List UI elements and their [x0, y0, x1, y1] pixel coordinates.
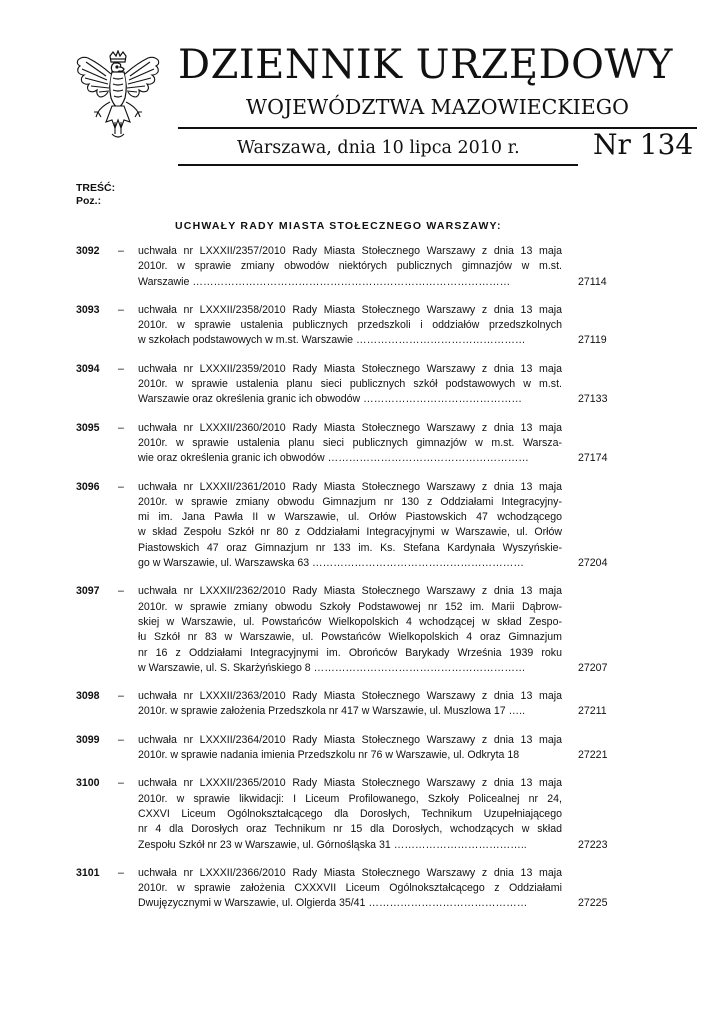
entry-line: CXXVI Liceum Ogólnokształcącego dla Dorosłych, Technikum Uzupełniającego: [138, 807, 562, 820]
entry-page-number: 27114: [578, 275, 607, 288]
entry-dash: –: [118, 421, 124, 434]
toc-entry: [76, 480, 696, 572]
entry-number: 3093: [76, 303, 100, 316]
entry-number: 3092: [76, 245, 100, 257]
entry-number: 3097: [76, 585, 100, 598]
toc-entries: [76, 244, 696, 925]
entry-line: 2010r. w sprawie założenia Przedszkola nr 417 w Warszawie, ul. Muszlowa 17 …..: [138, 705, 526, 718]
entry-line: uchwała nr LXXXII/2362/2010 Rady Miasta Stołecznego Warszawy z dnia 13 maja: [138, 585, 562, 598]
entry-page-number: 27119: [578, 334, 607, 347]
entry-line: 2010r. w sprawie zmiany obwodów niektórych publicznych gimnazjów w m.st.: [138, 260, 562, 273]
issue-number: Nr 134: [593, 128, 694, 161]
entry-line: uchwała nr LXXXII/2358/2010 Rady Miasta Stołecznego Warszawy z dnia 13 maja: [138, 303, 562, 316]
entry-description: [138, 362, 562, 408]
entry-page-number: 27133: [578, 393, 608, 406]
entry-dash: –: [118, 245, 124, 257]
toc-entry: [76, 584, 696, 676]
entry-number: 3098: [76, 690, 100, 703]
entry-line: uchwała nr LXXXII/2364/2010 Rady Miasta Stołecznego Warszawy z dnia 13 maja: [138, 733, 562, 746]
entry-page-number: 27174: [578, 452, 608, 465]
header-rule-bottom: [178, 164, 578, 166]
entry-line: 2010r. w sprawie nadania imienia Przedszkolu nr 76 w Warszawie, ul. Odkryta 18: [138, 749, 520, 762]
entry-line: 2010r. w sprawie założenia CXXXVII Liceum Ogólnokształcącego z Oddziałami: [138, 882, 562, 895]
entry-line: 2010r. w sprawie ustalenia planu sieci publicznych szkół podstawowych w m.st.: [138, 378, 562, 391]
toc-entry: [76, 421, 696, 467]
entry-page-number: 27223: [578, 838, 608, 851]
entry-line: Piastowskich 47 oraz Gimnazjum nr 133 im. Ks. Stefana Kardynała Wyszyńskie-: [138, 541, 562, 554]
entry-line: 2010r. w sprawie ustalenia planu sieci publicznych gimnazjów w m.st. Warsza-: [138, 436, 562, 449]
eagle-emblem-icon: [72, 50, 164, 150]
entry-line: mi im. Jana Pawła II w Warszawie, ul. Orłów Piastowskich 47 wchodzącego: [138, 511, 562, 524]
entry-dash: –: [118, 585, 124, 598]
entry-dash: –: [118, 480, 124, 493]
entry-description: [138, 480, 562, 572]
entry-line: uchwała nr LXXXII/2365/2010 Rady Miasta Stołecznego Warszawy z dnia 13 maja: [138, 777, 562, 790]
entry-description: [138, 244, 562, 290]
entry-number: 3099: [76, 733, 100, 746]
section-heading: UCHWAŁY RADY MIASTA STOŁECZNEGO WARSZAWY:: [175, 220, 502, 232]
toc-label: TREŚĆ:: [76, 182, 116, 194]
entry-line: nr 16 z Oddziałami Integracyjnymi im. Obrońców Barykady Września 1939 roku: [138, 646, 562, 659]
entry-line: uchwała nr LXXXII/2360/2010 Rady Miasta Stołecznego Warszawy z dnia 13 maja: [138, 421, 562, 434]
entry-page-number: 27225: [578, 897, 608, 910]
entry-line: Warszawie oraz określenia granic ich obwodów ………………………………………: [138, 393, 523, 406]
entry-line: w skład Zespołu Szkół nr 80 z Oddziałami Integracyjnymi w Warszawie, ul. Orłów: [138, 526, 562, 539]
entry-page-number: 27204: [578, 557, 608, 570]
entry-number: 3094: [76, 362, 100, 375]
entry-description: [138, 733, 562, 764]
entry-dash: –: [118, 866, 124, 879]
entry-page-number: 27221: [578, 749, 608, 762]
entry-description: [138, 584, 562, 676]
toc-entry: [76, 733, 696, 764]
toc-entry: [76, 689, 696, 720]
entry-dash: –: [118, 303, 124, 316]
entry-line: Warszawie ………………………………………………………………………………: [138, 275, 511, 288]
entry-line: go w Warszawie, ul. Warszawska 63 ……………………………………………………: [138, 557, 524, 570]
entry-dash: –: [118, 690, 124, 703]
issue-dateline: Warszawa, dnia 10 lipca 2010 r.: [237, 138, 520, 158]
entry-description: [138, 689, 562, 720]
toc-entry: [76, 303, 696, 349]
journal-title: DZIENNIK URZĘDOWY: [178, 42, 673, 88]
entry-line: wie oraz określenia granic ich obwodów …………………………………………………: [138, 452, 529, 465]
entry-line: uchwała nr LXXXII/2357/2010 Rady Miasta Stołecznego Warszawy z dnia 13 maja: [138, 245, 562, 257]
entry-line: w Warszawie, ul. S. Skarżyńskiego 8 ……………………………………………………: [138, 661, 526, 674]
entry-line: uchwała nr LXXXII/2363/2010 Rady Miasta Stołecznego Warszawy z dnia 13 maja: [138, 690, 562, 703]
entry-dash: –: [118, 733, 124, 746]
entry-line: nr 4 dla Dorosłych oraz Technikum nr 15 dla Dorosłych, wchodzących w skład: [138, 823, 562, 836]
entry-number: 3100: [76, 777, 100, 790]
toc-entry: [76, 362, 696, 408]
toc-labels: [76, 182, 115, 208]
entry-page-number: 27207: [578, 661, 608, 674]
entry-line: uchwała nr LXXXII/2361/2010 Rady Miasta Stołecznego Warszawy z dnia 13 maja: [138, 480, 562, 493]
entry-line: w szkołach podstawowych w m.st. Warszawie …………………………………………: [138, 334, 526, 347]
entry-page-number: 27211: [578, 705, 607, 718]
entry-description: [138, 776, 562, 852]
entry-line: skiej w Warszawie, ul. Powstańców Wielkopolskich 4 wchodzącej w skład Zespo-: [138, 615, 562, 628]
entry-number: 3101: [76, 866, 100, 879]
poz-label: Poz.:: [76, 195, 102, 207]
entry-description: [138, 421, 562, 467]
toc-entry: [76, 866, 696, 912]
toc-entry: [76, 244, 696, 290]
entry-dash: –: [118, 777, 124, 790]
entry-line: uchwała nr LXXXII/2366/2010 Rady Miasta Stołecznego Warszawy z dnia 13 maja: [138, 866, 562, 879]
entry-description: [138, 303, 562, 349]
entry-number: 3095: [76, 421, 100, 434]
entry-line: 2010r. w sprawie likwidacji: I Liceum Profilowanego, Szkoły Policealnej nr 24,: [138, 792, 562, 805]
entry-line: 2010r. w sprawie zmiany obwodu Gimnazjum nr 130 z Oddziałami Integracyjny-: [138, 495, 562, 508]
entry-number: 3096: [76, 480, 100, 493]
entry-line: Zespołu Szkół nr 23 w Warszawie, ul. Górnośląska 31 ………………………………..: [138, 838, 527, 851]
entry-line: łu Szkół nr 83 w Warszawie, ul. Powstańców Wielkopolskich 4 oraz Gimnazjum: [138, 631, 562, 644]
toc-entry: [76, 776, 696, 852]
entry-line: uchwała nr LXXXII/2359/2010 Rady Miasta Stołecznego Warszawy z dnia 13 maja: [138, 362, 562, 375]
entry-dash: –: [118, 362, 124, 375]
entry-line: 2010r. w sprawie zmiany obwodu Szkoły Podstawowej nr 152 im. Marii Dąbrow-: [138, 600, 562, 613]
entry-description: [138, 866, 562, 912]
entry-line: Dwujęzycznymi w Warszawie, ul. Olgierda 35/41 ………………………………………: [138, 897, 528, 910]
journal-subtitle: WOJEWÓDZTWA MAZOWIECKIEGO: [246, 95, 629, 119]
entry-line: 2010r. w sprawie ustalenia publicznych przedszkoli i oddziałów przedszkolnych: [138, 319, 562, 332]
